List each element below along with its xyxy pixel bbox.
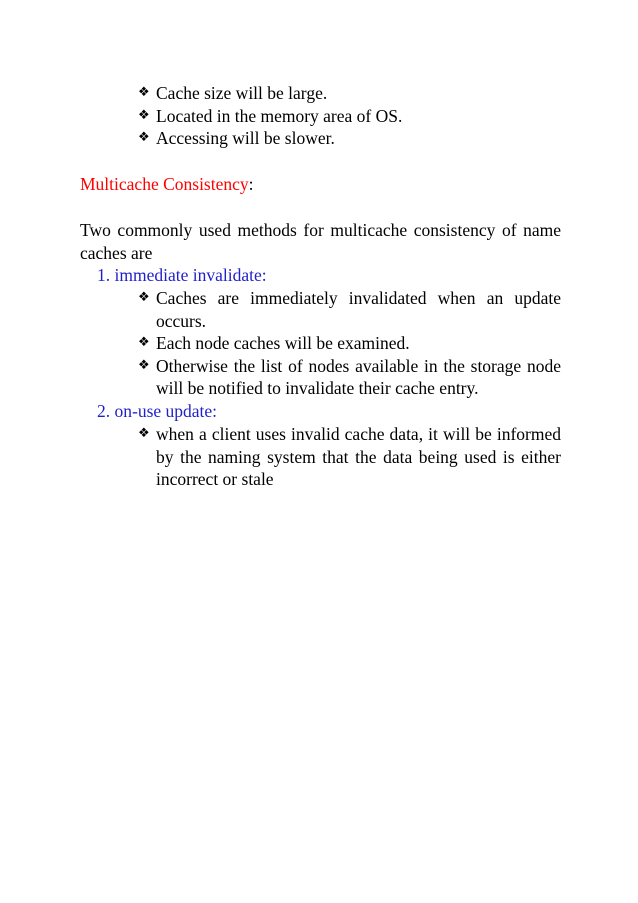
diamond-bullet-icon: ❖ — [138, 290, 150, 305]
bullet-text: Otherwise the list of nodes available in the storage node will be notified to invalidate their cache entry. — [156, 355, 561, 398]
section-heading-text: Multicache Consistency — [80, 174, 249, 194]
bullet-text: Located in the memory area of OS. — [156, 105, 403, 126]
immediate-invalidate-list — [138, 287, 561, 400]
bullet-text: Accessing will be slower. — [156, 128, 335, 148]
method-title-on-use-update: 2. on-use update: — [97, 401, 218, 421]
list-item — [138, 127, 563, 150]
on-use-update-list — [138, 423, 561, 491]
bullet-text: Cache size will be large. — [156, 83, 328, 103]
diamond-bullet-icon: ❖ — [138, 85, 150, 100]
diamond-bullet-icon: ❖ — [138, 130, 150, 145]
list-item — [138, 332, 561, 355]
diamond-bullet-icon: ❖ — [138, 335, 150, 350]
diamond-bullet-icon: ❖ — [138, 426, 150, 441]
diamond-bullet-icon: ❖ — [138, 357, 150, 373]
list-item — [138, 82, 563, 105]
list-item — [138, 355, 561, 400]
method-title-immediate-invalidate: 1. immediate invalidate: — [97, 265, 267, 285]
section-heading — [80, 173, 560, 196]
bullet-text: Each node caches will be examined. — [156, 333, 410, 353]
bullet-text: Caches are immediately invalidated when an update occurs. — [156, 288, 561, 331]
storage-properties-list — [138, 82, 563, 150]
intro-paragraph: Two commonly used methods for multicache consistency of name caches are — [80, 220, 561, 263]
list-item — [138, 105, 563, 128]
diamond-bullet-icon: ❖ — [138, 107, 150, 123]
bullet-text: when a client uses invalid cache data, it will be informed by the naming system that the data being used is either incorrect or stale — [156, 424, 561, 489]
list-item — [138, 423, 561, 491]
section-heading-colon: : — [248, 174, 254, 194]
list-item — [138, 287, 561, 332]
